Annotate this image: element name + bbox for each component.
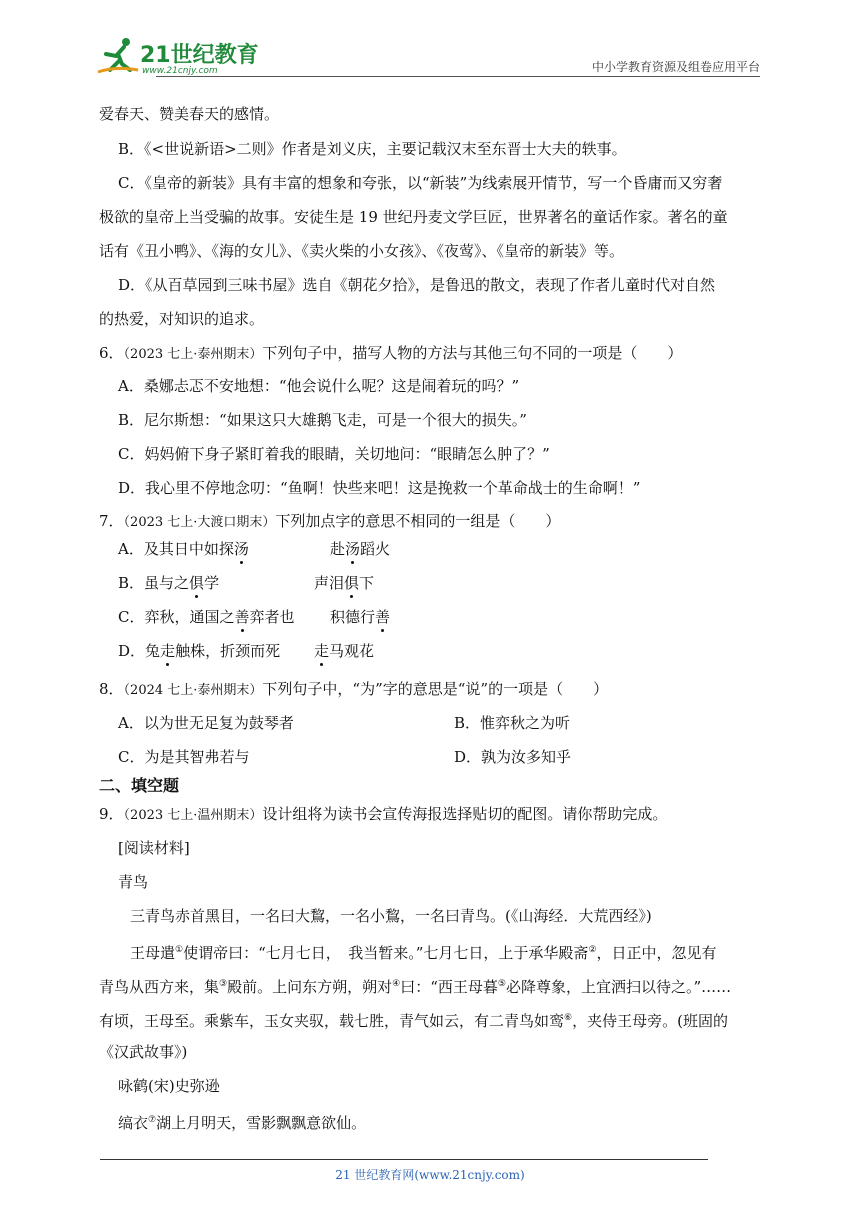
option-c bbox=[118, 607, 295, 627]
option-text: 下 bbox=[359, 574, 375, 592]
logo-title: 21世纪教育 bbox=[140, 43, 259, 68]
option-text: 马观花 bbox=[329, 642, 375, 660]
dotted-char: 俱 bbox=[344, 574, 360, 592]
option-c: C．为是其智弗若与 bbox=[118, 748, 250, 766]
text-line: D．《从百草园到三味书屋》选自《朝花夕拾》，是鲁迅的散文，表现了作者儿童时代对自然 bbox=[118, 276, 716, 294]
question-8 bbox=[99, 679, 608, 701]
question-number: 8． bbox=[99, 680, 124, 698]
question-number: 9． bbox=[99, 805, 124, 823]
option-a bbox=[118, 539, 249, 559]
option-a-compare bbox=[330, 539, 390, 559]
option-d bbox=[118, 641, 280, 661]
option-d-compare bbox=[314, 641, 374, 661]
dotted-char: 走 bbox=[160, 642, 176, 660]
platform-name: 中小学教育资源及组卷应用平台 bbox=[591, 60, 760, 74]
runner-logo-icon bbox=[96, 36, 140, 76]
option-b: B．惟弈秋之为听 bbox=[454, 714, 571, 732]
text-run: 必降尊象，上宜洒扫以待之。”…… bbox=[505, 978, 732, 996]
material-paragraph: 《汉武故事》) bbox=[99, 1043, 188, 1061]
question-number: 6． bbox=[99, 344, 124, 362]
question-9 bbox=[99, 804, 667, 826]
dotted-char: 汤 bbox=[345, 540, 361, 558]
footnote-mark: ④ bbox=[392, 979, 401, 989]
dotted-char: 俱 bbox=[189, 574, 205, 592]
option-text: 赴 bbox=[330, 540, 346, 558]
dotted-char: 走 bbox=[314, 642, 330, 660]
option-c-compare bbox=[330, 607, 390, 627]
text-run: 湖上月明天，雪影飘飘意欲仙。 bbox=[156, 1114, 367, 1132]
poem-title: 咏鹤(宋)史弥逊 bbox=[118, 1077, 220, 1095]
header-divider bbox=[156, 76, 760, 77]
text-line: C．《皇帝的新装》具有丰富的想象和夸张，以“新装”为线索展开情节，写一个昏庸而又穷奢 bbox=[118, 174, 723, 192]
dotted-char: 汤 bbox=[233, 540, 249, 558]
text-run: ，日正中，忽见有 bbox=[596, 944, 717, 962]
option-text: 弈者也 bbox=[249, 608, 295, 626]
option-text: 积德行 bbox=[330, 608, 376, 626]
option-text: 虽与之 bbox=[144, 574, 190, 592]
question-6 bbox=[99, 343, 682, 365]
question-stem: 设计组将为读书会宣传海报选择贴切的配图。请你帮助完成。 bbox=[262, 805, 668, 823]
footer-divider bbox=[100, 1159, 708, 1160]
section-heading: 二、填空题 bbox=[99, 776, 180, 795]
question-stem: 下列句子中，描写人物的方法与其他三句不同的一项是（ ） bbox=[262, 344, 683, 362]
footnote-mark: ⑦ bbox=[148, 1115, 157, 1125]
question-source: （2023 七上·大渡口期末） bbox=[123, 515, 276, 530]
material-title: 青鸟 bbox=[118, 873, 149, 891]
footnote-mark: ③ bbox=[219, 979, 228, 989]
option-a: A．桑娜忐忑不安地想：“他会说什么呢？这是闹着玩的吗？” bbox=[118, 377, 520, 395]
text-run: 缟衣 bbox=[118, 1114, 149, 1132]
footer-link[interactable]: 21 世纪教育网(www.21cnjy.com) bbox=[335, 1168, 525, 1182]
page-header bbox=[96, 30, 760, 80]
site-logo bbox=[96, 36, 266, 76]
option-text: 触株，折颈而死 bbox=[175, 642, 281, 660]
material-paragraph bbox=[99, 1008, 728, 1031]
option-text: 声泪 bbox=[314, 574, 345, 592]
footnote-mark: ② bbox=[588, 945, 597, 955]
option-d: D．孰为汝多知乎 bbox=[454, 748, 572, 766]
option-b: B．尼尔斯想：“如果这只大雄鹅飞走，可是一个很大的损失。” bbox=[118, 411, 527, 429]
text-line: 极欲的皇帝上当受骗的故事。安徒生是 19 世纪丹麦文学巨匠，世界著名的童话作家。著名的童 bbox=[99, 208, 728, 226]
option-text: 及其日中如探 bbox=[143, 540, 234, 558]
option-text: 蹈火 bbox=[360, 540, 391, 558]
option-letter: A． bbox=[118, 540, 144, 558]
option-text: 学 bbox=[204, 574, 220, 592]
option-text: 兔 bbox=[145, 642, 161, 660]
text-line: 的热爱，对知识的追求。 bbox=[99, 310, 265, 328]
material-paragraph bbox=[99, 974, 731, 997]
text-run: 曰：“西王母暮 bbox=[400, 978, 498, 996]
option-text: 弈秋，通国之 bbox=[144, 608, 235, 626]
text-line: 话有《丑小鸭》、《海的女儿》、《卖火柴的小女孩》、《夜莺》、《皇帝的新装》等。 bbox=[99, 242, 625, 260]
question-stem: 下列句子中，“为”字的意思是“说”的一项是（ ） bbox=[262, 680, 609, 698]
material-paragraph: 三青鸟赤首黑目，一名曰大鵹，一名小鵹，一名曰青鸟。(《山海经．大荒西经》) bbox=[130, 907, 652, 925]
footnote-mark: ⑥ bbox=[564, 1013, 573, 1023]
footnote-mark: ① bbox=[175, 945, 184, 955]
question-stem: 下列加点字的意思不相同的一组是（ ） bbox=[275, 512, 561, 530]
dotted-char: 善 bbox=[375, 608, 391, 626]
option-b-compare bbox=[314, 573, 374, 593]
text-line: B．《<世说新语>二则》作者是刘义庆，主要记载汉末至东晋士大夫的轶事。 bbox=[118, 140, 627, 158]
dotted-char: 善 bbox=[234, 608, 250, 626]
question-7 bbox=[99, 511, 560, 533]
text-line: 爱春天、赞美春天的感情。 bbox=[99, 105, 280, 123]
material-paragraph bbox=[130, 940, 717, 963]
option-b bbox=[118, 573, 219, 593]
option-c: C．妈妈俯下身子紧盯着我的眼睛，关切地问：“眼睛怎么肿了？” bbox=[118, 445, 550, 463]
option-letter: B． bbox=[118, 574, 145, 592]
text-run: 王母遣 bbox=[130, 944, 176, 962]
text-run: 有顷，王母至。乘紫车，玉女夹驭，载七胜，青气如云，有二青鸟如鸾 bbox=[99, 1012, 565, 1030]
logo-url: www.21cnjy.com bbox=[142, 66, 218, 76]
text-run: 殿前。上问东方朔，朔对 bbox=[227, 978, 393, 996]
footnote-mark: ⑤ bbox=[497, 979, 506, 989]
option-letter: C． bbox=[118, 608, 145, 626]
poem-line bbox=[118, 1110, 366, 1133]
text-run: 青鸟从西方来，集 bbox=[99, 978, 220, 996]
question-number: 7． bbox=[99, 512, 124, 530]
option-a: A．以为世无足复为鼓琴者 bbox=[118, 714, 294, 732]
option-letter: D． bbox=[118, 642, 146, 660]
text-run: ，夹侍王母旁。(班固的 bbox=[572, 1012, 728, 1030]
question-source: （2023 七上·温州期末） bbox=[123, 808, 263, 823]
material-label: [阅读材料] bbox=[118, 839, 190, 857]
question-source: （2023 七上·泰州期末） bbox=[123, 347, 263, 362]
option-d: D．我心里不停地念叨：“鱼啊！快些来吧！这是挽救一个革命战士的生命啊！” bbox=[118, 479, 641, 497]
text-run: 使谓帝曰：“七月七日， 我当暂来。”七月七日，上于承华殿斋 bbox=[183, 944, 589, 962]
question-source: （2024 七上·泰州期末） bbox=[123, 683, 263, 698]
